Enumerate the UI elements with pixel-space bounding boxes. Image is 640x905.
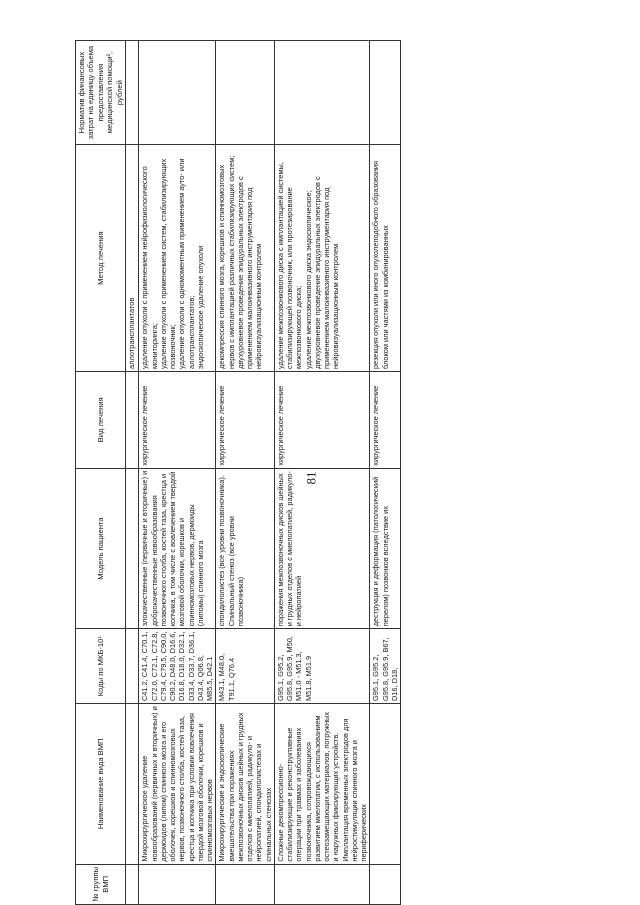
row-name: Сложные декомпрессионно-стабилизирующие и реконструктивные операции при травмах и заболеваниях позвоночника, сопровождающихся развитием миелопатии, с использованием остеозамещающих материалов, погружных и наружных фиксирующих устройств. Имплантация временных электродов для нейростимуляции спинного мозга и периферических [274, 704, 370, 865]
row-codes: C41.2, C41.4, C70.1, C72.0, C72.1, C72.8, C79.4, C79.5, C90.0, C90.2, D48.0, D16.6, D16.8, D18.0, D32.1, D33.4, D33.7, D36.1, D43.4, Q06.8, M85.5, D42.1 [139, 629, 216, 704]
header-kind: Вид лечения [76, 371, 126, 468]
table-row [274, 41, 370, 905]
header-method: Метод лечения [76, 145, 126, 372]
row-method [274, 145, 370, 372]
table-row [216, 41, 275, 905]
row-model: поражения межпозвоночных дисков шейных и грудных отделов с миелопатией, радикуло- и нейропатией [274, 468, 370, 629]
continuation-row [126, 41, 139, 905]
method-line: декомпрессия спинного мозга, корешков и спинномозговых нервов с имплантацией различных стабилизирующих систем; [217, 155, 236, 369]
row-kind: хирургическое лечение [370, 371, 401, 468]
row-model: спондилолистез (все уровни позвоночника). Спинальный стеноз (все уровни позвоночника) [216, 468, 275, 629]
row-kind: хирургическое лечение [274, 371, 370, 468]
method-line: двухуровневое проведение эпидуральных электродов с применением малоинвазивного инструментария под нейровизуализационным контролем [235, 176, 264, 369]
row-method [216, 145, 275, 372]
method-line: удаление межпозвонкового диска эндоскопическое; [303, 190, 313, 369]
header-codes: Коды по МКБ-10¹ [76, 629, 126, 704]
method-line: удаление опухоли с применением нейрофизиологического мониторинга; [140, 166, 159, 369]
row-kind: хирургическое лечение [216, 371, 275, 468]
method-line: эндоскопическое удаление опухоли [195, 245, 205, 369]
row-codes: G95.1, G95.2, G95.8, G95.9, B67, D16, D18, [370, 629, 401, 704]
vmp-table-container [75, 40, 590, 905]
table-row [370, 41, 401, 905]
method-line: удаление опухоли с одномоментным применением ауто- или аллотрансплантатов; [177, 158, 196, 369]
header-group: № группы ВМП [76, 864, 126, 904]
header-model: Модель пациента [76, 468, 126, 629]
row-codes: G95.1, G95.2, G95.8, G95.9, M50, M51.0 - M51.3, M51.8, M51.9 [274, 629, 370, 704]
method-line: удаление межпозвонкового диска с имплантацией системы, стабилизирующей позвоночник, или протезирование межпозвонкового диска; [275, 162, 304, 369]
method-line: двухуровневое проведение эпидуральных электродов с применением малоинвазивного инструментария под нейровизуализационным контролем [312, 176, 341, 369]
row-method [139, 145, 216, 372]
row-model: злокачественные (первичные и вторичные) и доброкачественные новообразования позвоночного столба, костей таза, крестца и копчика, в том числе с вовлечением твердой мозговой оболочки, корешков и спинномозговых нервов, дермоиды (липомы) спинного мозга [139, 468, 216, 629]
row-name: Микрохирургическое удаление новообразований (первичных и вторичных) и дермоидов (липом) спинного мозга и его оболочек, корешков и спинномозговых нервов, позвоночного столба, костей таза, крестца и копчика при условии вовлечения твердой мозговой оболочки, корешков и спинномозговых нервов [139, 704, 216, 865]
row-model: деструкция и деформация (патологический перелом) позвонков вследствие их [370, 468, 401, 629]
method-line: резекция опухоли или иного опухолеподобного образования блоком или частями из комбинированных [371, 160, 390, 369]
header-norm: Норматив финансовых затрат на единицу объема предоставления медицинской помощи², рублей [76, 41, 126, 145]
row-codes: M43.1, M48.0, T91.1, Q76.4 [216, 629, 275, 704]
row-name [370, 704, 401, 865]
header-name: Наименование вида ВМП [76, 704, 126, 865]
vmp-table [75, 40, 401, 905]
page-number: 81 [303, 471, 319, 485]
method-line: удаление опухоли с применением систем, стабилизирующих позвоночник; [158, 158, 178, 369]
row-method [370, 145, 401, 372]
header-row [76, 41, 126, 905]
row-kind: хирургическое лечение [139, 371, 216, 468]
continuation-method: аллотрансплантатов [126, 145, 139, 372]
row-name: Микрохирургические и эндоскопические вмешательства при поражениях межпозвоночных дисков шейных и грудных отделов с миелопатией, радикуло- и нейропатией, спондилолистезах и спинальных стенозах [216, 704, 275, 865]
table-row [139, 41, 216, 905]
